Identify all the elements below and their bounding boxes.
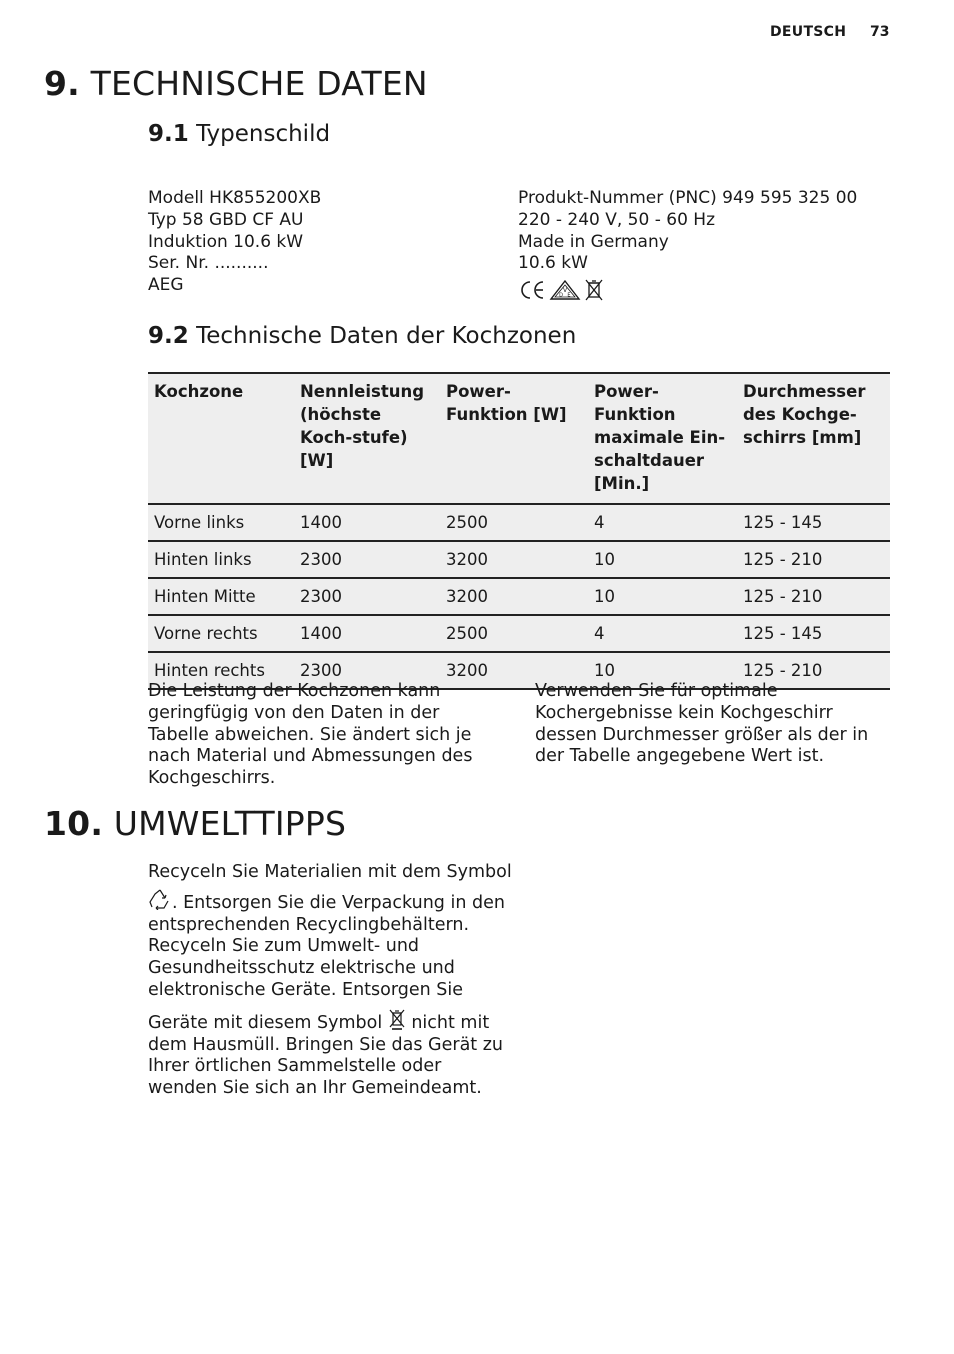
svg-text:E: E <box>567 292 571 299</box>
rating-plate-line: Typ 58 GBD CF AU <box>148 209 304 230</box>
table-cell: Hinten Mitte <box>148 578 294 615</box>
table-cell: 3200 <box>440 652 588 689</box>
table-cell: 125 - 145 <box>737 504 890 541</box>
section-9-heading <box>44 64 428 103</box>
table-header-row <box>148 373 890 504</box>
weee-bin-icon <box>584 278 604 302</box>
paragraph-text: . Entsorgen Sie die Verpackung in den <box>172 892 505 913</box>
page-number: 73 <box>870 24 890 40</box>
section-9-1-heading <box>148 121 330 147</box>
section-9-2-title: Technische Daten der Kochzonen <box>196 323 577 349</box>
table-cell: Hinten rechts <box>148 652 294 689</box>
section-9-title: TECHNISCHE DATEN <box>90 64 428 103</box>
rating-plate-line: AEG <box>148 275 184 296</box>
table-cell: Vorne links <box>148 504 294 541</box>
note-line: Kochergebnisse kein Kochgeschirr <box>535 702 833 723</box>
svg-text:D: D <box>559 292 563 299</box>
section-9-1-number: 9.1 <box>148 121 189 147</box>
paragraph-line: wenden Sie sich an Ihr Gemeindeamt. <box>148 1078 482 1099</box>
column-header: Power-Funktion maximale Ein-schaltdauer [Min.] <box>588 373 737 504</box>
paragraph-text: Geräte mit diesem Symbol <box>148 1012 383 1033</box>
weee-bin-icon <box>388 1008 406 1030</box>
table-cell: 125 - 210 <box>737 578 890 615</box>
paragraph-line: Recyceln Sie zum Umwelt- und <box>148 936 420 957</box>
paragraph-line: Recyceln Sie Materialien mit dem Symbol <box>148 862 512 882</box>
table-cell: 125 - 145 <box>737 615 890 652</box>
note-line: dessen Durchmesser größer als der in <box>535 724 869 745</box>
section-10-title: UMWELTTIPPS <box>113 804 347 843</box>
rating-plate-right-column <box>518 188 857 302</box>
cookware-diameter-note <box>535 681 868 768</box>
note-line: Die Leistung der Kochzonen kann <box>148 681 441 701</box>
paragraph-line <box>148 1008 512 1035</box>
column-header: Durchmesser des Kochge-schirrs [mm] <box>737 373 890 504</box>
note-line: geringfügig von den Daten in der <box>148 702 440 723</box>
rating-plate-line: 10.6 kW <box>518 253 588 274</box>
section-10-heading <box>44 804 346 843</box>
table-cell: 4 <box>588 615 737 652</box>
table-row <box>148 615 890 652</box>
table-cell: 2500 <box>440 615 588 652</box>
table-cell: 2300 <box>294 578 440 615</box>
rating-plate-line: Induktion 10.6 kW <box>148 231 304 252</box>
table-row <box>148 578 890 615</box>
section-9-1-title: Typenschild <box>196 121 331 147</box>
recycle-icon <box>148 888 172 910</box>
certification-marks <box>518 278 857 302</box>
rating-plate-line: Ser. Nr. .......... <box>148 253 269 274</box>
table-cell: 1400 <box>294 615 440 652</box>
note-line: nach Material und Abmessungen des <box>148 746 473 767</box>
paragraph-line: Gesundheitsschutz elektrische und <box>148 958 455 979</box>
table-cell: 2300 <box>294 541 440 578</box>
note-line: Verwenden Sie für optimale <box>535 681 778 701</box>
vde-mark-icon <box>549 279 581 301</box>
table-cell: 10 <box>588 652 737 689</box>
rating-plate-left-column <box>148 188 321 297</box>
paragraph-line: Ihrer örtlichen Sammelstelle oder <box>148 1056 442 1077</box>
table-cell: 1400 <box>294 504 440 541</box>
note-line: Tabelle abweichen. Sie ändert sich je <box>148 724 472 745</box>
ce-mark-icon <box>518 279 546 301</box>
environment-tips-paragraph <box>148 862 512 1100</box>
rating-plate-line: Made in Germany <box>518 231 669 252</box>
table-cell: 125 - 210 <box>737 652 890 689</box>
paragraph-text: nicht mit <box>405 1012 490 1033</box>
table-cell: 125 - 210 <box>737 541 890 578</box>
table-cell: Vorne rechts <box>148 615 294 652</box>
table-cell: 2300 <box>294 652 440 689</box>
paragraph-line: elektronische Geräte. Entsorgen Sie <box>148 979 464 1000</box>
column-header: Kochzone <box>148 373 294 504</box>
rating-plate-line: Produkt-Nummer (PNC) 949 595 325 00 <box>518 188 858 208</box>
section-9-2-heading <box>148 323 576 349</box>
power-deviation-note <box>148 681 472 790</box>
column-header: Nennleistung (höchste Koch-stufe) [W] <box>294 373 440 504</box>
paragraph-line: dem Hausmüll. Bringen Sie das Gerät zu <box>148 1034 504 1055</box>
note-line: der Tabelle angegebene Wert ist. <box>535 746 825 767</box>
note-line: Kochgeschirrs. <box>148 768 276 789</box>
table-row <box>148 504 890 541</box>
section-10-number: 10. <box>44 804 104 843</box>
rating-plate-line: Modell HK855200XB <box>148 188 322 208</box>
table-cell: 2500 <box>440 504 588 541</box>
table-cell: 10 <box>588 541 737 578</box>
table-cell: 10 <box>588 578 737 615</box>
table-cell: 3200 <box>440 541 588 578</box>
running-header-language: DEUTSCH <box>770 24 847 40</box>
column-header: Power-Funktion [W] <box>440 373 588 504</box>
svg-text:V: V <box>562 287 568 295</box>
table-cell: 4 <box>588 504 737 541</box>
table-cell: Hinten links <box>148 541 294 578</box>
table-row <box>148 541 890 578</box>
section-9-number: 9. <box>44 64 80 103</box>
rating-plate-line: 220 - 240 V, 50 - 60 Hz <box>518 209 715 230</box>
section-9-2-number: 9.2 <box>148 323 189 349</box>
cooking-zones-table <box>148 372 890 690</box>
table-cell: 3200 <box>440 578 588 615</box>
paragraph-line: entsprechenden Recyclingbehältern. <box>148 914 470 935</box>
paragraph-line <box>148 888 512 915</box>
